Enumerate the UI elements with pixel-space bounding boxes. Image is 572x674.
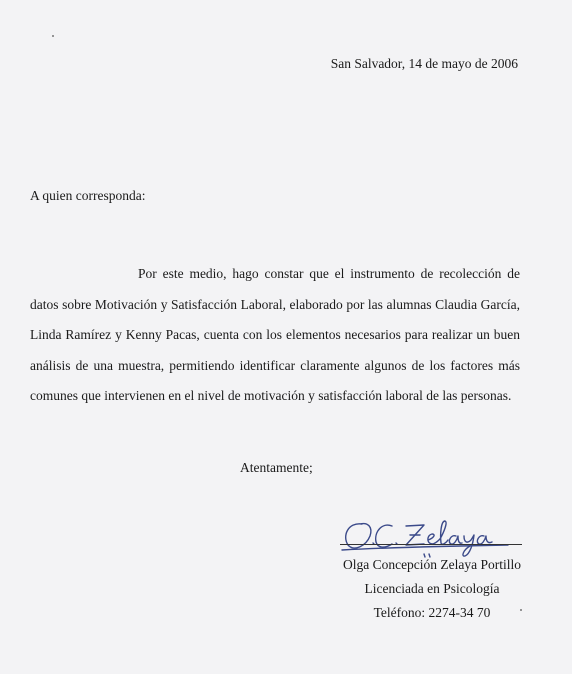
signer-phone: Teléfono: 2274-34 70 bbox=[373, 605, 491, 620]
signer-name: Olga Concepción Zelaya Portillo bbox=[342, 557, 522, 572]
signer-block bbox=[334, 553, 530, 625]
body-line: datos sobre Motivación y Satisfacción Laboral, elaborado por las alumnas Claudia García, bbox=[30, 296, 520, 312]
date-line: San Salvador, 14 de mayo de 2006 bbox=[330, 56, 518, 71]
letter-body bbox=[30, 259, 520, 412]
scan-speck bbox=[52, 35, 54, 37]
body-line: análisis de una muestra, permitiendo identificar claramente algunos de los factores más bbox=[30, 357, 520, 373]
signer-title: Licenciada en Psicología bbox=[364, 581, 500, 596]
salutation: A quien corresponda: bbox=[30, 188, 146, 203]
signature-line bbox=[340, 544, 522, 545]
body-line: Linda Ramírez y Kenny Pacas, cuenta con los elementos necesarios para realizar un buen bbox=[30, 327, 520, 342]
scan-speck bbox=[520, 609, 522, 611]
closing: Atentamente; bbox=[240, 460, 313, 475]
body-line: comunes que intervienen en el nivel de motivación y satisfacción laboral de las personas. bbox=[30, 388, 512, 403]
body-line: Por este medio, hago constar que el instrumento de recolección de bbox=[138, 266, 520, 281]
